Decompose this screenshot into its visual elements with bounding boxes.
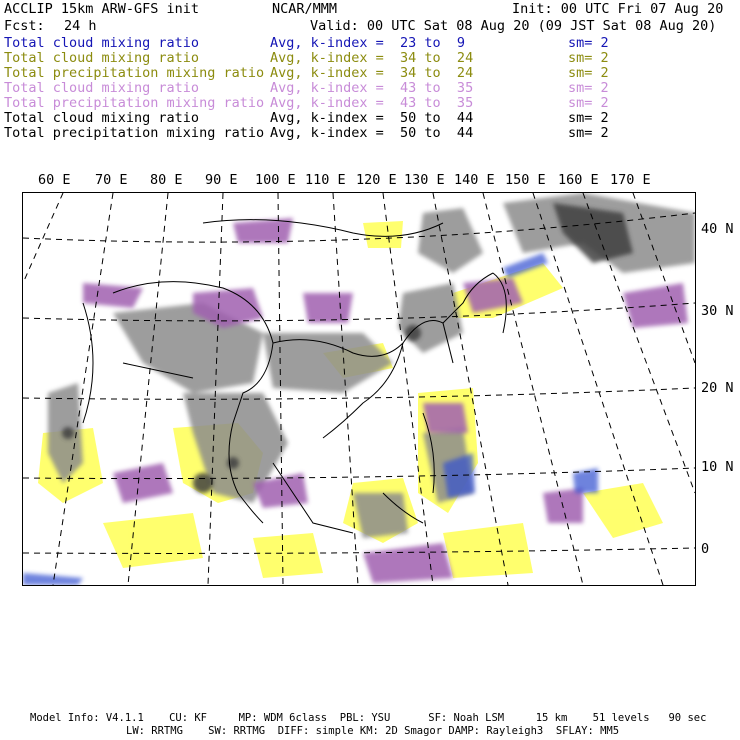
legend-field-smoothing: sm= 2 [568,65,609,81]
map-svg [23,193,695,585]
forecast-hours: 24 h [64,18,97,34]
latitude-tick-label: 30 N [701,303,734,319]
latitude-tick-label: 10 N [701,459,734,475]
latitude-tick-label: 40 N [701,221,734,237]
legend-field-name: Total precipitation mixing ratio [4,95,265,111]
forecast-label: Fcst: [4,18,45,34]
longitude-tick-label: 110 E [305,172,346,188]
legend-field-avg: Avg, k-index = 34 to 24 [270,65,474,81]
legend-field-name: Total cloud mixing ratio [4,35,200,51]
latitude-tick-label: 0 [701,541,710,557]
legend-field-avg: Avg, k-index = 43 to 35 [270,80,474,96]
latitude-tick-label: 20 N [701,380,734,396]
legend-field-smoothing: sm= 2 [568,35,609,51]
low-cloud-shading [38,221,663,578]
legend-field-avg: Avg, k-index = 50 to 44 [270,125,474,141]
longitude-tick-label: 100 E [255,172,296,188]
longitude-tick-label: 80 E [150,172,183,188]
legend-field-smoothing: sm= 2 [568,50,609,66]
org-label: NCAR/MMM [272,1,338,17]
legend-field-name: Total cloud mixing ratio [4,110,200,126]
model-info-line1: Model Info: V4.1.1 CU: KF MP: WDM 6class PBL: YSU SF: Noah LSM 15 km 51 levels 90 sec [30,712,707,724]
legend-field-smoothing: sm= 2 [568,110,609,126]
legend-field-avg: Avg, k-index = 34 to 24 [270,50,474,66]
legend-field-name: Total precipitation mixing ratio [4,125,265,141]
longitude-tick-label: 90 E [205,172,238,188]
longitude-tick-label: 170 E [610,172,651,188]
init-time: Init: 00 UTC Fri 07 Aug 20 [512,1,724,17]
longitude-tick-label: 70 E [95,172,128,188]
legend-field-name: Total cloud mixing ratio [4,80,200,96]
legend-field-name: Total precipitation mixing ratio [4,65,265,81]
longitude-tick-label: 120 E [356,172,397,188]
longitude-tick-label: 130 E [404,172,445,188]
valid-time: Valid: 00 UTC Sat 08 Aug 20 (09 JST Sat 08 Aug 20) [310,18,717,34]
legend-field-avg: Avg, k-index = 23 to 9 [270,35,466,51]
longitude-tick-label: 140 E [454,172,495,188]
longitude-tick-label: 60 E [38,172,71,188]
legend-field-name: Total cloud mixing ratio [4,50,200,66]
model-info-line2: LW: RRTMG SW: RRTMG DIFF: simple KM: 2D Smagor DAMP: Rayleigh3 SFLAY: MM5 [126,725,620,737]
longitude-tick-label: 150 E [505,172,546,188]
legend-field-avg: Avg, k-index = 50 to 44 [270,110,474,126]
map-panel [22,192,696,586]
legend-field-smoothing: sm= 2 [568,95,609,111]
legend-field-smoothing: sm= 2 [568,80,609,96]
legend-field-smoothing: sm= 2 [568,125,609,141]
legend-field-avg: Avg, k-index = 43 to 35 [270,95,474,111]
longitude-tick-label: 160 E [558,172,599,188]
model-title: ACCLIP 15km ARW-GFS init [4,1,200,17]
